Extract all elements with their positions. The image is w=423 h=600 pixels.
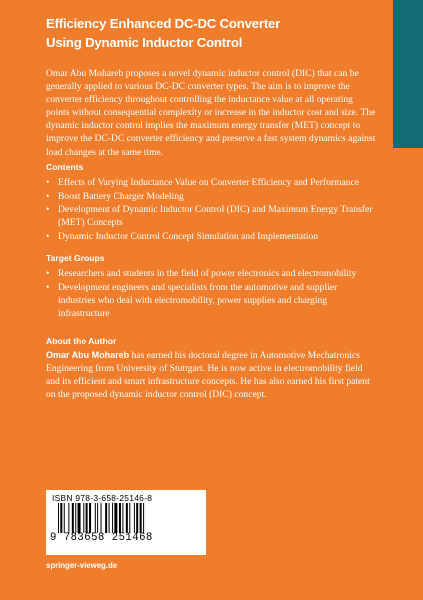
about-text: has earned his doctoral degree in Automotive Mechatronics Engineering from University of Stuttgart. He is now active in electromobility field and its efficient and smart infrastructure concepts. He has also earned his first patent on the proposed dynamic inductor control (DIC) concept. [46, 350, 370, 401]
list-item: • Dynamic Inductor Control Concept Simulation and Implementation [46, 231, 319, 243]
barcode-box [46, 490, 206, 555]
target-groups-list [46, 267, 376, 321]
accent-bar [393, 0, 423, 148]
title-line-2: Using Dynamic Inductor Control [46, 35, 243, 50]
publisher-website: springer-vieweg.de [46, 561, 118, 570]
title-line-1: Efficiency Enhanced DC-DC Converter [46, 16, 281, 31]
list-item: • Development of Dynamic Inductor Control (DIC) and Maximum Energy Transfer (MET) Concepts [46, 204, 373, 229]
list-item: • Development engineers and specialists from the automotive and supplier industries who deal with electromobility, power supplies and charging infrastructure [46, 281, 338, 319]
isbn-number: ISBN 978-3-658-25146-8 [52, 493, 153, 503]
target-groups-heading: Target Groups [46, 253, 105, 263]
about-paragraph [46, 349, 376, 401]
list-item: • Effects of Varying Inductance Value on Converter Efficiency and Performance [46, 177, 360, 188]
about-heading: About the Author [46, 336, 117, 346]
list-item: • Boost Battery Charger Modeling [46, 190, 184, 202]
book-title [46, 14, 280, 52]
contents-list [46, 176, 376, 244]
barcode-digits: 9 783658 251468 [50, 532, 153, 544]
contents-heading: Contents [46, 162, 84, 172]
barcode-image [58, 503, 198, 533]
author-name: Omar Abu Mohareb [46, 350, 130, 360]
list-item: • Researchers and students in the field of power electronics and electromobility [46, 268, 357, 279]
intro-paragraph: Omar Abu Mohareb proposes a novel dynamic inductor control (DIC) that can be generally applied to various DC-DC converter types. The aim is to improve the converter efficiency throughout controlling the inductance value at all operating points without consequential complexity or increase in the inductor cost and size. The dynamic inductor control implies the maximum energy transfer (MET) concept to improve the DC-DC converter efficiency and preserve a fast system dynamics against load changes at the same time. [46, 68, 376, 158]
